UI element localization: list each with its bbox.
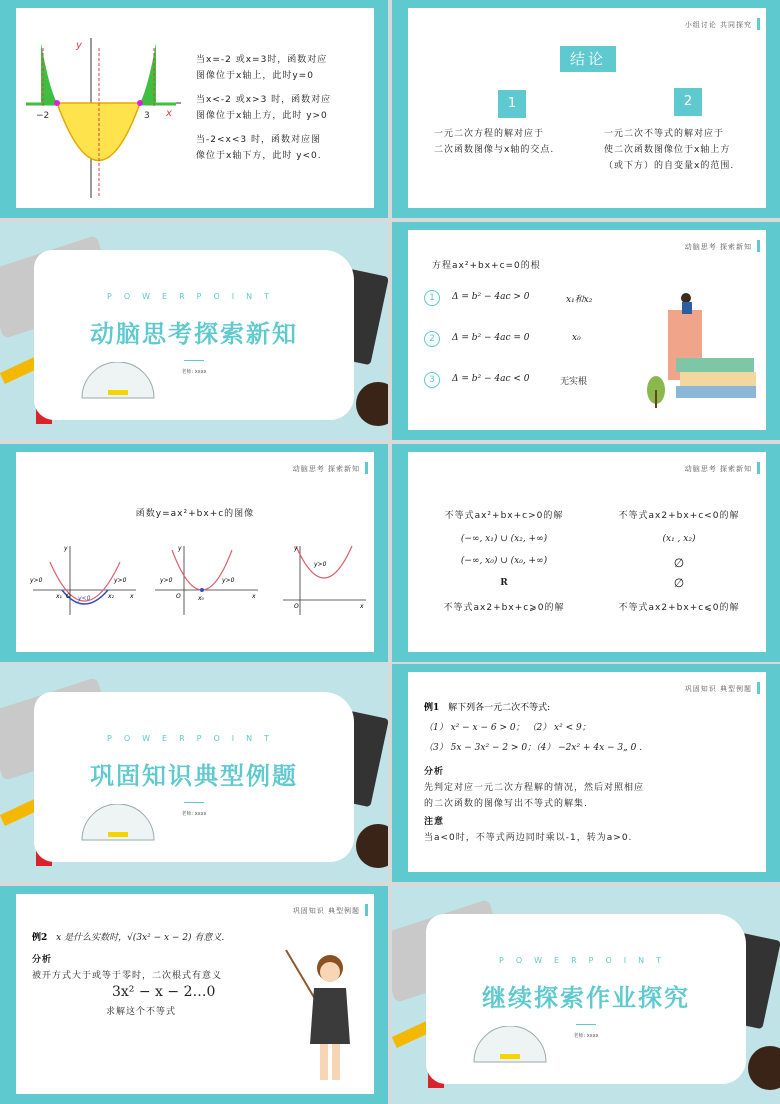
tag-bar — [757, 462, 760, 474]
roots-heading: 方程ax²+bx+c=0的根 — [432, 261, 541, 271]
number-1: 1 — [498, 90, 526, 118]
row-number: 3 — [424, 372, 440, 388]
root-x0: x₀ — [198, 595, 204, 602]
tag-bar — [757, 18, 760, 30]
right-root-label: 3 — [144, 111, 150, 121]
slide-inequality-solutions[interactable] — [392, 444, 780, 662]
conclusion-line: 使二次函数图像位于x轴上方 — [604, 145, 731, 155]
cover-slide-1[interactable] — [0, 222, 388, 440]
row-number: 2 — [424, 331, 440, 347]
slide-content — [408, 452, 766, 652]
slide-content — [16, 894, 374, 1094]
positive-region: y>0 — [160, 577, 173, 584]
conclusion-line: 一元二次不等式的解对应于 — [604, 129, 725, 139]
slide-tag: 巩固知识 典型例题 — [292, 907, 360, 915]
cover-title: 继续探索作业探究 — [482, 984, 690, 1012]
example-text: x 是什么实数时，√(3x² − x − 2) 有意义. — [56, 933, 225, 943]
teacher-label: 老师: xxxx — [181, 369, 207, 375]
inequality-formula: 3x² − x − 2…0 — [112, 984, 216, 1000]
origin: O — [176, 593, 181, 600]
desc-line: 像位于x轴下方，此时 y<0. — [196, 151, 322, 161]
solution-gt-2: (−∞, x₀) ∪ (x₀, +∞) — [460, 556, 548, 566]
tag-bar — [757, 682, 760, 694]
discriminant-condition: Δ = b² − 4ac > 0 — [452, 292, 530, 302]
desc-line: 当-2<x<3 时，函数对应图 — [196, 135, 321, 145]
slide-tag: 巩固知识 典型例题 — [684, 685, 752, 693]
root-result: x₁和x₂ — [566, 295, 593, 305]
problem-line-2: （3） 5x − 3x² − 2 > 0；（4） −2x² + 4x − 3„ 0 . — [424, 743, 643, 753]
graph-two-roots — [28, 540, 138, 620]
desc-line: 图像位于x轴上方，此时 y>0 — [196, 111, 328, 121]
slide-function-graphs[interactable] — [0, 444, 388, 662]
example-number: 例1 — [424, 703, 440, 713]
parabola-graph — [16, 8, 186, 208]
solution-gt-3: R — [500, 578, 508, 588]
axis-y: y — [178, 545, 182, 552]
teacher-label: 老师: xxxx — [181, 811, 207, 817]
graphs-heading: 函数y=ax²+bx+c的图像 — [135, 509, 255, 519]
title-underline — [184, 360, 204, 361]
axis-y: y — [294, 545, 298, 552]
x-axis-label: x — [166, 108, 172, 119]
example-line — [32, 930, 224, 943]
slide-content — [16, 8, 374, 208]
analysis-heading: 分析 — [424, 767, 445, 777]
books-illustration — [646, 290, 756, 410]
positive-region: y>0 — [30, 577, 43, 584]
title-underline — [576, 1024, 596, 1025]
positive-region: y>0 — [222, 577, 235, 584]
slide-graph-analysis[interactable] — [0, 0, 388, 218]
coffee-decoration — [356, 824, 388, 868]
slide-conclusion[interactable] — [392, 0, 780, 218]
slide-roots[interactable] — [392, 222, 780, 440]
slide-tag: 动脑思考 探索新知 — [684, 243, 752, 251]
desc-line: 当x<-2 或x>3 时，函数对应 — [196, 95, 332, 105]
axis-y: y — [64, 545, 68, 552]
solution-lt-2: ∅ — [673, 556, 685, 570]
cover-title: 巩固知识典型例题 — [90, 762, 298, 790]
less-heading: 不等式ax2+bx+c<0的解 — [618, 511, 740, 521]
axis-x: x — [252, 593, 256, 600]
positive-region: y>0 — [114, 577, 127, 584]
protractor-icon — [470, 1026, 550, 1066]
title-underline — [184, 802, 204, 803]
greater-heading: 不等式ax²+bx+c>0的解 — [444, 511, 564, 521]
graph-one-root — [150, 540, 260, 620]
cover-slide-3[interactable] — [392, 886, 780, 1104]
conclusion-line: （或下方）的自变量x的范围. — [604, 161, 735, 171]
origin: O — [66, 593, 71, 600]
root-result: x₀ — [572, 333, 581, 343]
row-number: 1 — [424, 290, 440, 306]
powerpoint-label: POWERPOINT — [499, 956, 673, 965]
conclusion-line: 二次函数图像与x轴的交点. — [434, 145, 555, 155]
tag-bar — [757, 240, 760, 252]
geq-heading: 不等式ax2+bx+c⩾0的解 — [443, 603, 565, 613]
discriminant-condition: Δ = b² − 4ac < 0 — [452, 374, 530, 384]
slide-content — [16, 452, 374, 652]
analysis-line: 先判定对应一元二次方程解的情况，然后对照相应 — [424, 783, 645, 793]
left-root-label: −2 — [36, 111, 50, 121]
cover-slide-2[interactable] — [0, 664, 388, 882]
powerpoint-label: POWERPOINT — [107, 734, 281, 743]
note-heading: 注意 — [424, 817, 445, 827]
solution-gt-1: (−∞, x₁) ∪ (x₂, +∞) — [460, 534, 548, 544]
origin: O — [294, 603, 299, 610]
solution-lt-3: ∅ — [673, 576, 685, 590]
slide-content — [408, 8, 766, 208]
axis-x: x — [360, 603, 364, 610]
root-x2: x₂ — [108, 593, 114, 600]
powerpoint-label: POWERPOINT — [107, 292, 281, 301]
desc-line: 当x=-2 或x=3时，函数对应 — [196, 55, 328, 65]
tag-bar — [365, 462, 368, 474]
positive-region: y>0 — [314, 561, 327, 568]
slide-content — [408, 230, 766, 430]
analysis-line: 被开方式大于或等于零时，二次根式有意义 — [32, 971, 223, 981]
example-line — [424, 700, 550, 713]
negative-region: y<0 — [78, 595, 91, 602]
coffee-decoration — [748, 1046, 780, 1090]
cover-title: 动脑思考探索新知 — [90, 320, 298, 348]
slide-content — [408, 672, 766, 872]
tag-bar — [365, 904, 368, 916]
problem-line-1: （1） x² − x − 6 > 0； （2） x² < 9； — [424, 723, 591, 733]
conclusion-line: 一元二次方程的解对应于 — [434, 129, 545, 139]
example-number: 例2 — [32, 933, 48, 943]
slide-tag: 动脑思考 探索新知 — [292, 465, 360, 473]
conclusion-1 — [434, 126, 604, 158]
note-line: 当a<0时，不等式两边同时乘以-1，转为a>0. — [424, 833, 633, 843]
graph-description — [196, 52, 371, 164]
solution-lt-1: (x₁ , x₂) — [662, 534, 696, 544]
y-axis-label: y — [76, 40, 82, 51]
axis-x: x — [130, 593, 134, 600]
teacher-label: 老师: xxxx — [573, 1033, 599, 1039]
slide-tag: 动脑思考 探索新知 — [684, 465, 752, 473]
discriminant-condition: Δ = b² − 4ac = 0 — [452, 333, 530, 343]
root-x1: x₁ — [56, 593, 62, 600]
solve-instruction: 求解这个不等式 — [106, 1007, 177, 1017]
coffee-decoration — [356, 382, 388, 426]
analysis-heading: 分析 — [32, 955, 53, 965]
graph-no-root — [278, 540, 368, 620]
example-text: 解下列各一元二次不等式: — [448, 703, 551, 713]
desc-line: 图像位于x轴上，此时y=0 — [196, 71, 314, 81]
conclusion-title: 结论 — [560, 46, 616, 72]
leq-heading: 不等式ax2+bx+c⩽0的解 — [618, 603, 740, 613]
root-result: 无实根 — [560, 377, 588, 387]
slide-tag: 小组讨论 共同探究 — [684, 21, 752, 29]
analysis-line: 的二次函数的图像写出不等式的解集. — [424, 799, 588, 809]
protractor-icon — [78, 362, 158, 402]
protractor-icon — [78, 804, 158, 844]
conclusion-2 — [604, 126, 766, 174]
slide-example-2[interactable] — [0, 886, 388, 1104]
slide-example-1[interactable] — [392, 664, 780, 882]
number-2: 2 — [674, 88, 702, 116]
teacher-illustration — [278, 944, 368, 1084]
